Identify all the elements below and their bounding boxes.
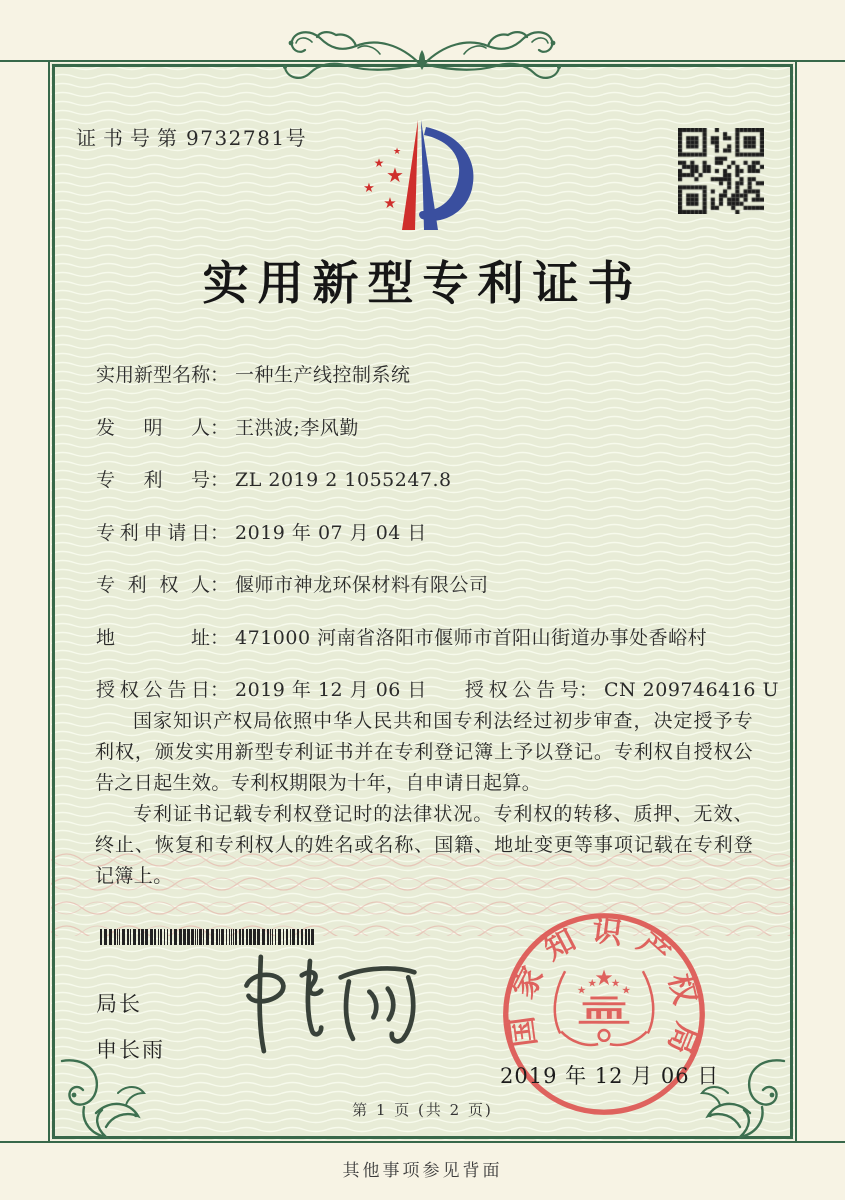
svg-text:★: ★ bbox=[373, 156, 385, 170]
field-label: 专 利 权 人 bbox=[96, 574, 210, 596]
certificate-body bbox=[95, 706, 753, 892]
field-value: 王洪波;李风勤 bbox=[235, 416, 359, 439]
field-label: 授 权 公 告 号 bbox=[464, 679, 579, 701]
certificate-number bbox=[76, 122, 313, 151]
field-value: ZL 2019 2 1055247.8 bbox=[235, 469, 452, 491]
back-note: 其他事项参见背面 bbox=[342, 1161, 503, 1181]
svg-text:★: ★ bbox=[392, 147, 402, 157]
page-number: 第 1 页 (共 2 页) bbox=[352, 1101, 493, 1119]
barcode bbox=[100, 929, 320, 945]
svg-text:★: ★ bbox=[594, 965, 614, 991]
director-title-label: 局长 bbox=[96, 992, 142, 1016]
svg-text:★: ★ bbox=[610, 976, 621, 990]
svg-text:★: ★ bbox=[386, 163, 404, 187]
field-row bbox=[96, 360, 776, 413]
field-label: 发 明 人 bbox=[96, 416, 210, 439]
qr-code bbox=[678, 128, 764, 214]
field-label: 实 用 新 型 名 称 bbox=[96, 364, 211, 386]
svg-text:国家知识产权局 bbox=[503, 913, 705, 1071]
body-paragraph: 专利证书记载专利权登记时的法律状况。专利权的转移、质押、无效、终止、恢复和专利权人的姓名或名称、国籍、地址变更等事项记载在专利登记簿上。 bbox=[95, 803, 753, 887]
field-colon: ： bbox=[210, 574, 230, 596]
svg-text:★: ★ bbox=[576, 983, 587, 997]
field-colon: ： bbox=[210, 469, 230, 491]
field-value: 2019 年 12 月 06 日 bbox=[235, 679, 427, 701]
field-colon: ： bbox=[210, 364, 230, 386]
field-colon: ： bbox=[210, 521, 230, 544]
certificate-number-prefix: 证书号第 bbox=[76, 126, 184, 150]
director-signature bbox=[226, 948, 441, 1060]
svg-text:★: ★ bbox=[621, 983, 632, 997]
field-group-secondary bbox=[465, 675, 779, 702]
field-row bbox=[96, 570, 776, 623]
field-value: CN 209746416 U bbox=[603, 679, 779, 701]
certificate-number-suffix: 号 bbox=[285, 126, 313, 150]
field-value: 471000 河南省洛阳市偃师市首阳山街道办事处香峪村 bbox=[235, 626, 708, 649]
body-paragraph: 国家知识产权局依照中华人民共和国专利法经过初步审查，决定授予专利权，颁发实用新型专利证书并在专利登记簿上予以登记。专利权自授权公告之日起生效。专利权期限为十年，自申请日起算。 bbox=[95, 710, 753, 794]
field-colon: ： bbox=[210, 626, 230, 649]
field-row bbox=[96, 465, 776, 518]
director-name: 申长雨 bbox=[96, 1038, 165, 1062]
field-colon: ： bbox=[210, 679, 230, 701]
svg-text:★: ★ bbox=[383, 194, 397, 212]
svg-text:★: ★ bbox=[363, 181, 375, 196]
seal-date: 2019 年 12 月 06 日 bbox=[500, 1064, 720, 1088]
seal-text: 国家知识产权局 bbox=[503, 913, 706, 1072]
field-row bbox=[96, 623, 776, 676]
certificate-fields bbox=[96, 360, 779, 728]
top-dragon-ornament-icon bbox=[232, 6, 612, 92]
cnipa-logo-icon bbox=[356, 112, 482, 236]
svg-text:★: ★ bbox=[587, 976, 598, 990]
field-label: 授 权 公 告 日 bbox=[96, 679, 210, 701]
director-block bbox=[96, 988, 165, 1080]
field-value: 偃师市神龙环保材料有限公司 bbox=[235, 574, 489, 596]
field-row bbox=[96, 518, 776, 571]
field-label: 专 利 申 请 日 bbox=[96, 521, 210, 544]
field-label: 地 址 bbox=[96, 626, 210, 649]
field-row bbox=[96, 413, 776, 466]
field-colon: ： bbox=[578, 679, 598, 701]
certificate-title: 实用新型专利证书 bbox=[202, 256, 643, 310]
field-value: 2019 年 07 月 04 日 bbox=[235, 521, 427, 544]
certificate-number-value: 9732781 bbox=[186, 126, 286, 150]
field-label: 专 利 号 bbox=[96, 469, 210, 491]
field-colon: ： bbox=[210, 416, 230, 439]
field-value: 一种生产线控制系统 bbox=[235, 364, 411, 386]
